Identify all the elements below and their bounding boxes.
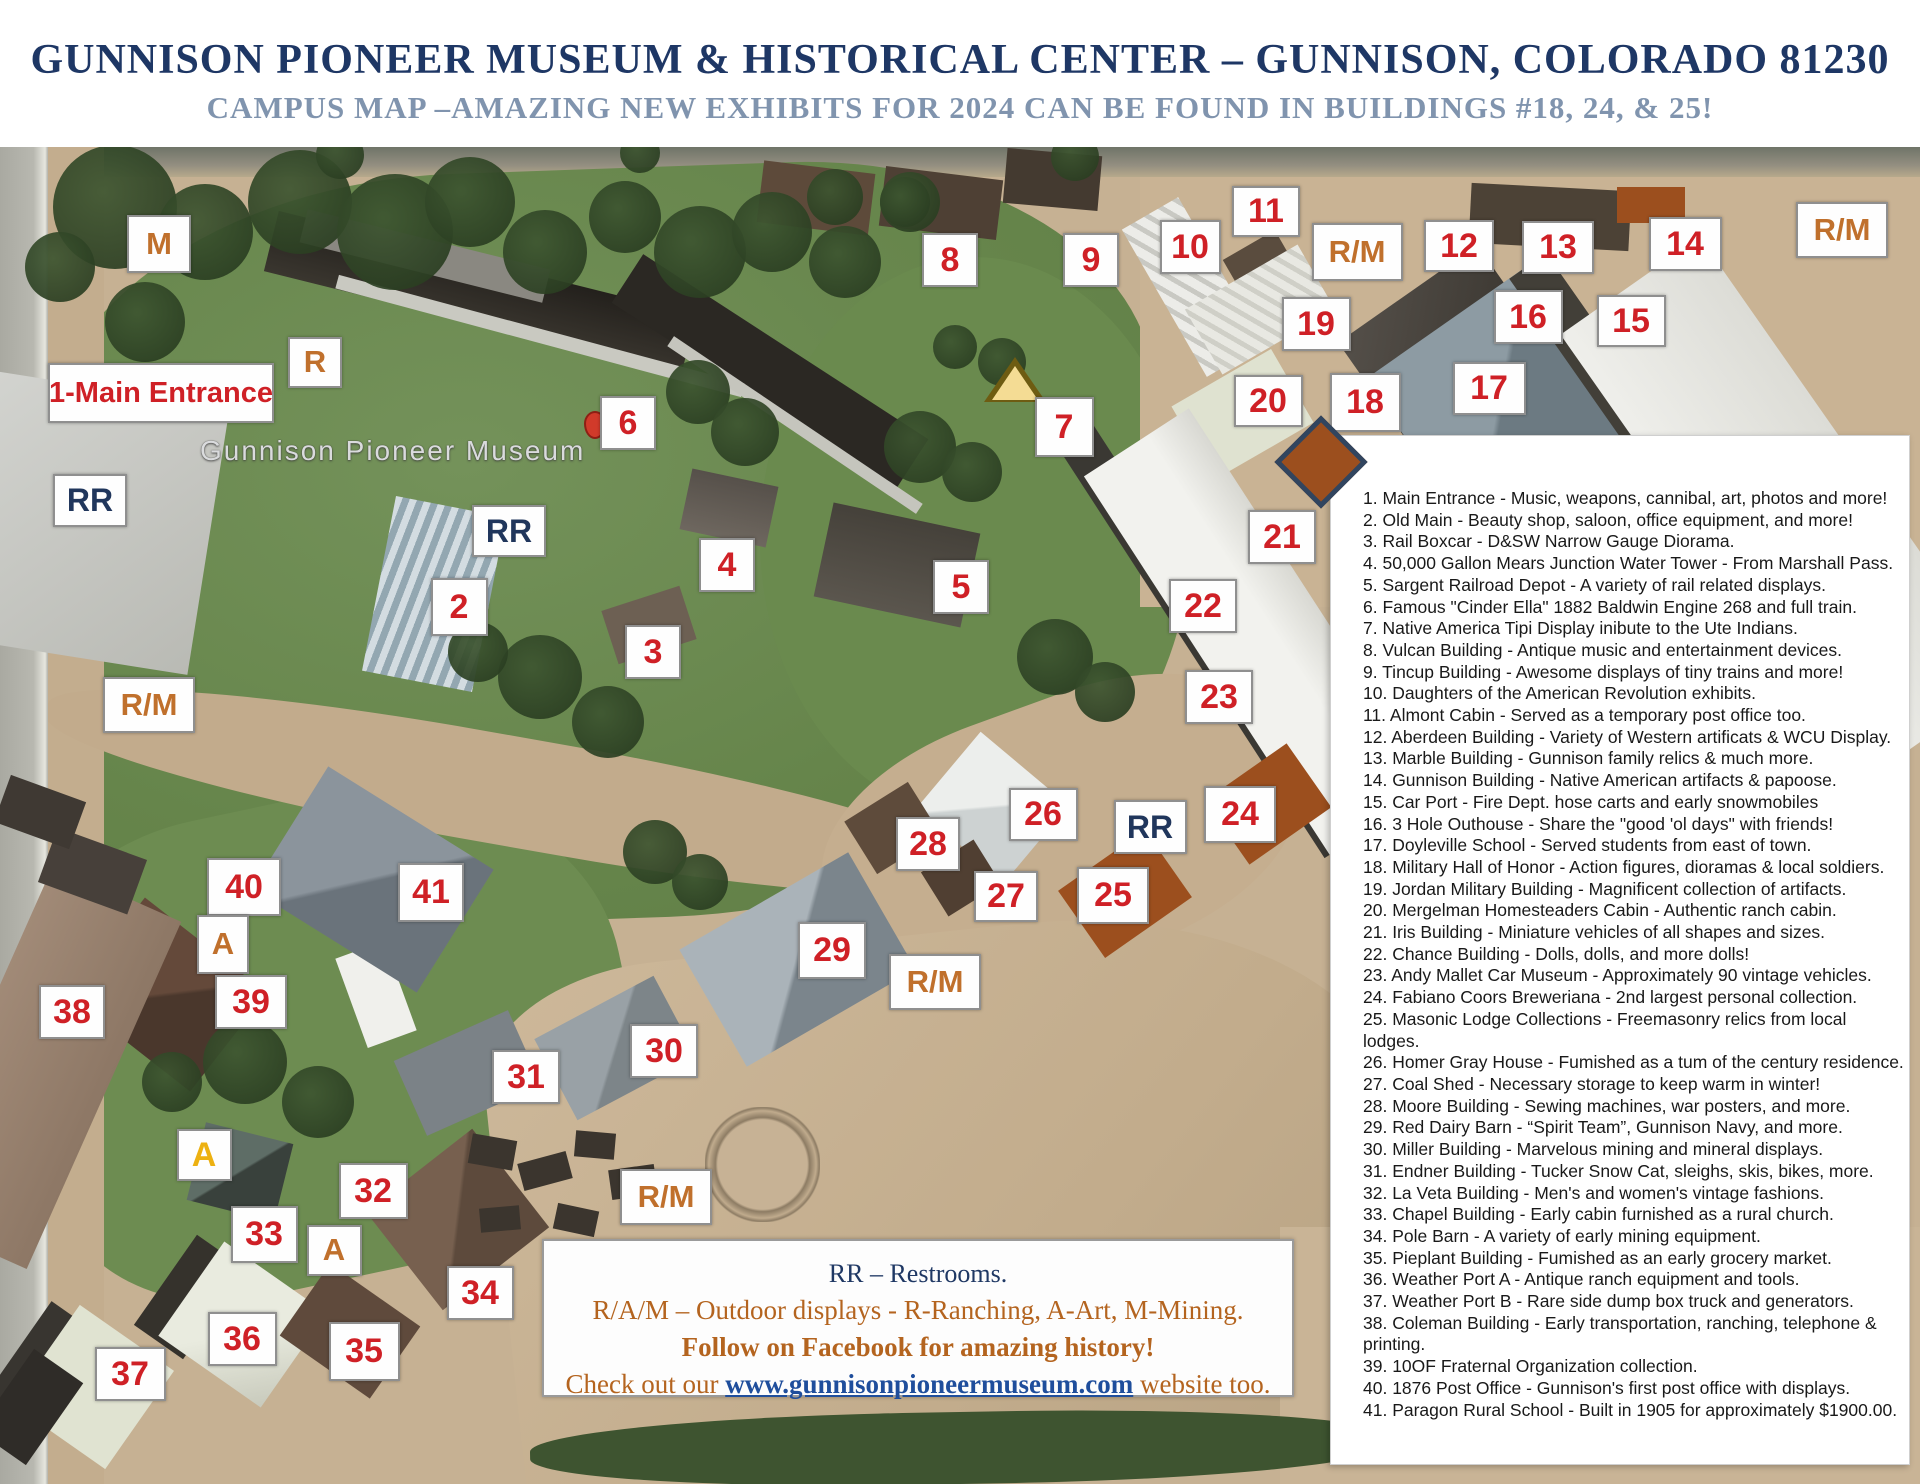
aerial-map <box>0 147 1920 1484</box>
website-note-prefix: Check out our <box>565 1369 726 1399</box>
map-label-28-33: 28 <box>896 817 960 871</box>
info-box <box>542 1239 1294 1397</box>
tree-9 <box>809 226 881 298</box>
map-label-32-46: 32 <box>339 1163 408 1219</box>
tree-22 <box>203 1020 287 1104</box>
tree-4 <box>425 157 515 247</box>
map-label-5-24: 5 <box>933 560 989 614</box>
map-label-30-43: 30 <box>630 1024 698 1078</box>
legend-line-37: 36. Weather Port A - Antique ranch equipment and tools. <box>1363 1269 1800 1290</box>
website-note-suffix: website too. <box>1133 1369 1271 1399</box>
legend-line-35: 34. Pole Barn - A variety of early mining equipment. <box>1363 1225 1761 1246</box>
tree-12 <box>711 398 779 466</box>
legend-line-9: 9. Tincup Building - Awesome displays of tiny trains and more! <box>1363 661 1844 682</box>
legend-line-2: 2. Old Main - Beauty shop, saloon, office equipment, and more! <box>1363 509 1853 530</box>
legend-line-43: 41. Paragon Rural School - Built in 1905 for approximately $1900.00. <box>1363 1399 1898 1420</box>
legend-line-1: 1. Main Entrance - Music, weapons, cannibal, art, photos and more! <box>1363 488 1888 508</box>
legend-line-15: 15. Car Port - Fire Dept. hose carts and early snowmobiles <box>1363 791 1819 812</box>
legend-line-25: 25. Masonic Lodge Collections - Freemasonry relics from local <box>1363 1008 1847 1029</box>
tree-8 <box>732 192 812 272</box>
map-label-22-27: 22 <box>1169 579 1237 633</box>
map-label-rr-31: RR <box>1114 800 1187 854</box>
map-label-10-8: 10 <box>1160 220 1221 274</box>
legend-line-34: 33. Chapel Building - Early cabin furnished as a rural church. <box>1363 1204 1834 1225</box>
legend-line-14: 14. Gunnison Building - Native American artifacts & papoose. <box>1363 770 1837 791</box>
legend-line-22: 22. Chance Building - Dolls, dolls, and more dolls! <box>1363 943 1750 964</box>
map-label-4-23: 4 <box>699 538 755 592</box>
tree-14 <box>942 442 1002 502</box>
map-label-39-41: 39 <box>215 975 287 1029</box>
map-label-a-45: A <box>177 1129 232 1181</box>
map-equip-34c <box>574 1130 616 1159</box>
tree-30 <box>880 177 930 227</box>
legend-line-16: 16. 3 Hole Outhouse - Share the "good 'ol days" with friends! <box>1363 813 1834 834</box>
tree-27 <box>105 282 185 362</box>
map-label-24-32: 24 <box>1204 786 1276 843</box>
tree-24 <box>142 1052 202 1112</box>
map-label-a-49: A <box>307 1225 362 1276</box>
tree-26 <box>933 325 977 369</box>
map-equip-34f <box>479 1205 521 1232</box>
legend-list <box>1363 488 1904 1421</box>
map-label-25-35: 25 <box>1077 867 1149 924</box>
map-watermark: Gunnison Pioneer Museum <box>200 435 586 466</box>
legend-line-39: 38. Coleman Building - Early transportation, ranching, telephone & <box>1363 1312 1877 1333</box>
legend-line-11: 11. Almont Cabin - Served as a temporary post office too. <box>1363 705 1806 726</box>
map-label-8-6: 8 <box>922 233 978 287</box>
map-label-rr-21: RR <box>472 505 546 557</box>
tree-29 <box>807 169 863 225</box>
legend-line-3: 3. Rail Boxcar - D&SW Narrow Gauge Diorama. <box>1363 531 1735 552</box>
page-subtitle: CAMPUS MAP –AMAZING NEW EXHIBITS FOR 2024 CAN BE FOUND IN BUILDINGS #18, 24, & 25! <box>206 90 1714 125</box>
map-label-7-5: 7 <box>1035 397 1094 457</box>
map-label-1-main-entrance-2: 1-Main Entrance <box>48 363 274 423</box>
map-label-15-17: 15 <box>1597 295 1666 347</box>
tree-21 <box>672 854 728 910</box>
ram-note: R/A/M – Outdoor displays - R-Ranching, A-Art, M-Mining. <box>592 1295 1244 1325</box>
page-title: GUNNISON PIONEER MUSEUM & HISTORICAL CENTER – GUNNISON, COLORADO 81230 <box>30 37 1890 83</box>
map-stone-circle <box>705 1107 820 1222</box>
map-label-27-34: 27 <box>974 871 1038 922</box>
map-label-19-15: 19 <box>1282 297 1351 351</box>
map-label-3-25: 3 <box>625 625 681 679</box>
map-label-r-m-29: R/M <box>103 677 195 733</box>
map-label-23-28: 23 <box>1185 670 1253 724</box>
map-label-38-42: 38 <box>39 985 105 1039</box>
website-note <box>544 1366 1292 1403</box>
map-label-r-1: R <box>288 337 342 388</box>
legend-line-13: 13. Marble Building - Gunnison family relics & much more. <box>1363 748 1814 769</box>
tree-6 <box>589 181 661 253</box>
map-label-12-11: 12 <box>1424 220 1494 272</box>
legend-line-33: 32. La Veta Building - Men's and women's vintage fashions. <box>1363 1182 1824 1203</box>
legend-line-27: 26. Homer Gray House - Fumished as a tum of the century residence. <box>1363 1052 1904 1073</box>
header <box>0 0 1920 147</box>
map-label-6-4: 6 <box>600 396 656 450</box>
legend-line-30: 29. Red Dairy Barn - “Spirit Team”, Gunnison Navy, and more. <box>1363 1117 1843 1138</box>
tree-23 <box>282 1066 354 1138</box>
map-label-m-0: M <box>127 215 191 273</box>
map-label-17-18: 17 <box>1453 362 1526 415</box>
legend-line-38: 37. Weather Port B - Rare side dump box truck and generators. <box>1363 1291 1854 1312</box>
legend-line-4: 4. 50,000 Gallon Mears Junction Water Tower - From Marshall Pass. <box>1363 553 1894 574</box>
map-label-37-53: 37 <box>95 1347 166 1401</box>
map-label-r-m-47: R/M <box>620 1169 712 1225</box>
legend-line-28: 27. Coal Shed - Necessary storage to keep warm in winter! <box>1363 1073 1821 1094</box>
legend-line-36: 35. Pieplant Building - Fumished as an early grocery market. <box>1363 1247 1832 1268</box>
map-label-9-7: 9 <box>1063 233 1119 287</box>
legend-line-6: 6. Famous "Cinder Ella" 1882 Baldwin Engine 268 and full train. <box>1363 596 1857 617</box>
map-label-41-37: 41 <box>398 863 464 922</box>
legend-line-17: 17. Doyleville School - Served students from east of town. <box>1363 835 1812 856</box>
map-label-14-13: 14 <box>1649 217 1722 271</box>
legend-line-8: 8. Vulcan Building - Antique music and entertainment devices. <box>1363 639 1842 660</box>
legend-line-41: 39. 10OF Fraternal Organization collection. <box>1363 1356 1698 1377</box>
legend-line-40: printing. <box>1363 1334 1426 1355</box>
map-label-40-36: 40 <box>207 858 281 916</box>
tree-18 <box>572 686 644 758</box>
map-label-26-30: 26 <box>1009 788 1078 841</box>
map-label-r-m-14: R/M <box>1796 202 1888 258</box>
legend-line-42: 40. 1876 Post Office - Gunnison's first post office with displays. <box>1363 1377 1851 1398</box>
map-label-18-20: 18 <box>1330 373 1401 432</box>
map-label-35-52: 35 <box>329 1322 400 1381</box>
map-label-20-19: 20 <box>1234 375 1303 427</box>
legend-line-32: 31. Endner Building - Tucker Snow Cat, sleighs, skis, bikes, more. <box>1363 1160 1874 1181</box>
legend-line-19: 19. Jordan Military Building - Magnificent collection of artifacts. <box>1363 878 1847 899</box>
legend-line-10: 10. Daughters of the American Revolution exhibits. <box>1363 683 1756 704</box>
map-label-r-m-10: R/M <box>1312 223 1403 281</box>
restrooms-note: RR – Restrooms. <box>828 1259 1008 1288</box>
legend-line-29: 28. Moore Building - Sewing machines, war posters, and more. <box>1363 1095 1851 1116</box>
map-label-36-51: 36 <box>208 1312 277 1366</box>
legend-line-7: 7. Native America Tipi Display inibute to the Ute Indians. <box>1363 618 1798 639</box>
facebook-note: Follow on Facebook for amazing history! <box>681 1332 1155 1362</box>
map-label-2-22: 2 <box>431 578 488 636</box>
map-label-a-38: A <box>197 915 249 974</box>
map-label-r-m-40: R/M <box>889 954 981 1010</box>
legend-line-12: 12. Aberdeen Building - Variety of Western artificats & WCU Display. <box>1363 726 1892 747</box>
website-link[interactable]: www.gunnisonpioneermuseum.com <box>725 1369 1134 1399</box>
map-label-16-16: 16 <box>1494 290 1563 344</box>
legend-line-18: 18. Military Hall of Honor - Action figures, dioramas & local soldiers. <box>1363 856 1885 877</box>
legend-line-23: 23. Andy Mallet Car Museum - Approximately 90 vintage vehicles. <box>1363 965 1872 986</box>
map-label-11-9: 11 <box>1232 186 1300 237</box>
legend-line-21: 21. Iris Building - Miniature vehicles of all shapes and sizes. <box>1363 922 1826 943</box>
legend-line-5: 5. Sargent Railroad Depot - A variety of rail related displays. <box>1363 574 1827 595</box>
tree-17 <box>498 635 582 719</box>
tree-5 <box>503 210 587 294</box>
tree-16 <box>1075 662 1135 722</box>
tipi-marker-fill <box>992 366 1038 400</box>
map-label-34-50: 34 <box>447 1266 514 1320</box>
legend-line-26: lodges. <box>1363 1030 1420 1051</box>
map-label-rr-3: RR <box>53 474 127 527</box>
map-label-29-39: 29 <box>798 922 866 979</box>
legend-panel <box>1330 435 1910 1465</box>
map-label-21-26: 21 <box>1248 510 1316 564</box>
map-label-31-44: 31 <box>492 1050 560 1104</box>
tree-7 <box>654 206 746 298</box>
map-label-13-12: 13 <box>1522 221 1594 274</box>
map-label-33-48: 33 <box>231 1206 298 1263</box>
legend-line-31: 30. Miller Building - Marvelous mining and mineral displays. <box>1363 1139 1824 1160</box>
legend-line-20: 20. Mergelman Homesteaders Cabin - Authentic ranch cabin. <box>1363 900 1837 921</box>
legend-line-24: 24. Fabiano Coors Breweriana - 2nd largest personal collection. <box>1363 987 1858 1008</box>
tree-28 <box>25 232 95 302</box>
